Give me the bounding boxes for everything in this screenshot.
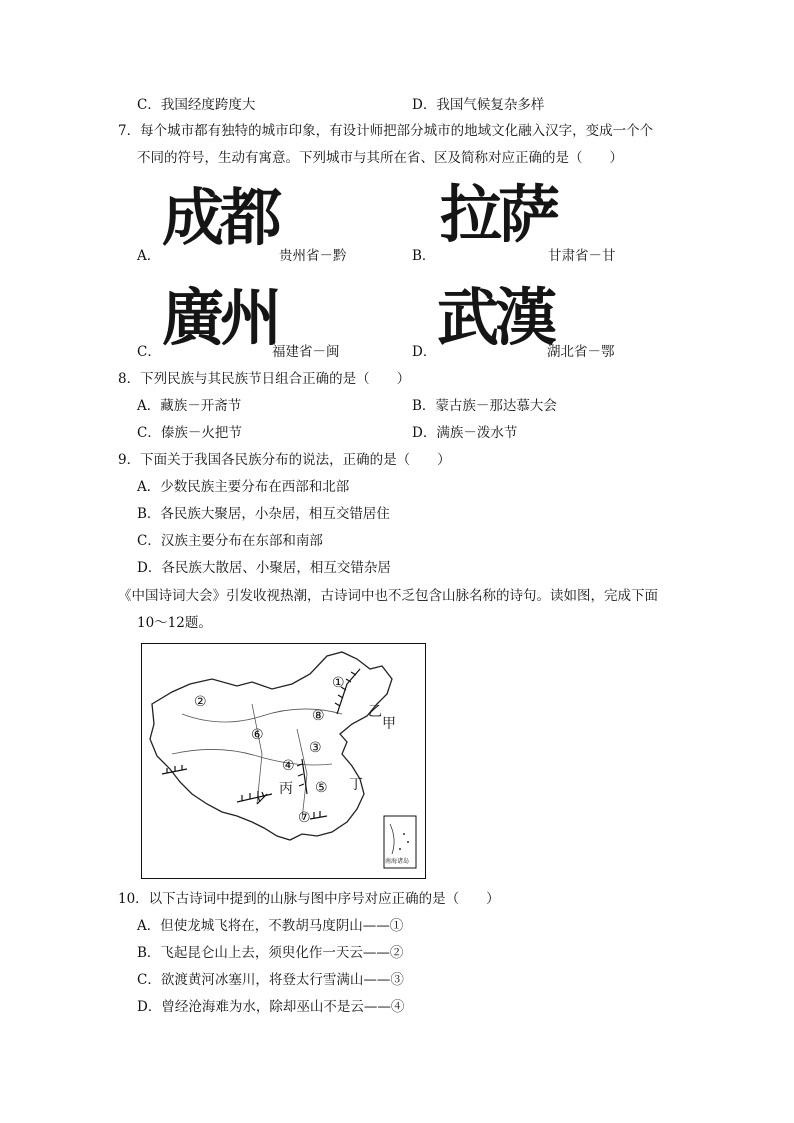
q10-stem: 10．以下古诗词中提到的山脉与图中序号对应正确的是（ ） (118, 891, 500, 907)
q10-option-a: A．但使龙城飞将在，不教胡马度阴山——① (137, 918, 404, 934)
map-label-jia: 甲 (382, 716, 396, 732)
q7-c-letter: C． (137, 344, 161, 360)
q7-d-label: 湖北省－鄂 (547, 344, 615, 360)
inset-caption: 南海诸岛 (385, 858, 410, 865)
q10-option-c: C．欲渡黄河冰塞川，将登太行雪满山——③ (137, 972, 404, 988)
map-label-4: ④ (282, 758, 295, 774)
intro-line2: 10～12题。 (137, 615, 212, 631)
q8-option-b: B．蒙古族－那达慕大会 (412, 398, 557, 414)
map-label-7: ⑦ (298, 810, 311, 826)
china-border (150, 652, 392, 840)
q7-d-letter: D． (412, 344, 437, 360)
province-line (172, 749, 332, 765)
q7-d-glyph: 武漢 (437, 281, 554, 354)
q9-stem: 9．下面关于我国各民族分布的说法，正确的是（ ） (118, 452, 451, 468)
q6-option-d: D．我国气候复杂多样 (412, 97, 545, 113)
q7-b-glyph: 拉萨 (440, 178, 557, 251)
q9-option-a: A．少数民族主要分布在西部和北部 (137, 479, 350, 495)
map-label-3: ③ (309, 740, 322, 756)
map-label-ding: 丁 (349, 777, 363, 793)
q10-option-b: B．飞起昆仑山上去，须臾化作一天云——② (137, 945, 404, 961)
china-mountain-map (141, 643, 426, 879)
q7-b-letter: B． (412, 248, 436, 264)
q9-option-b: B．各民族大聚居，小杂居，相互交错居住 (137, 506, 390, 522)
intro-line1: 《中国诗词大会》引发收视热潮，古诗词中也不乏包含山脉名称的诗句。读如图，完成下面 (118, 588, 658, 604)
q8-option-c: C．傣族－火把节 (137, 425, 242, 441)
map-label-1: ① (332, 675, 345, 691)
q7-a-letter: A． (137, 248, 161, 264)
q10-option-d: D．曾经沧海难为水，除却巫山不是云——④ (137, 999, 405, 1015)
map-label-5: ⑤ (315, 780, 328, 796)
map-label-yi: 乙 (368, 704, 382, 720)
q7-stem-line1: 7．每个城市都有独特的城市印象，有设计师把部分城市的地域文化融入汉字，变成一个个 (118, 123, 654, 139)
q7-c-label: 福建省－闽 (272, 344, 340, 360)
q8-option-a: A．藏族－开斋节 (137, 398, 242, 414)
map-label-6: ⑥ (251, 727, 264, 743)
map-label-2: ② (194, 694, 207, 710)
q7-stem-line2: 不同的符号，生动有寓意。下列城市与其所在省、区及简称对应正确的是（ ） (137, 150, 623, 166)
q7-c-glyph: 廣州 (162, 281, 279, 354)
q8-option-d: D．满族－泼水节 (412, 425, 518, 441)
q6-option-c: C．我国经度跨度大 (137, 97, 256, 113)
map-label-bing: 丙 (279, 781, 293, 797)
mountain-ridges (162, 669, 360, 819)
q7-a-glyph: 成都 (162, 181, 279, 254)
q9-option-c: C．汉族主要分布在东部和南部 (137, 533, 323, 549)
province-line (252, 704, 262, 804)
q7-b-label: 甘肃省－甘 (548, 248, 616, 264)
q9-option-d: D．各民族大散居、小聚居，相互交错杂居 (137, 560, 391, 576)
q8-stem: 8．下列民族与其民族节日组合正确的是（ ） (118, 371, 411, 387)
q7-a-label: 贵州省－黔 (279, 248, 347, 264)
map-label-8: ⑧ (312, 708, 325, 724)
